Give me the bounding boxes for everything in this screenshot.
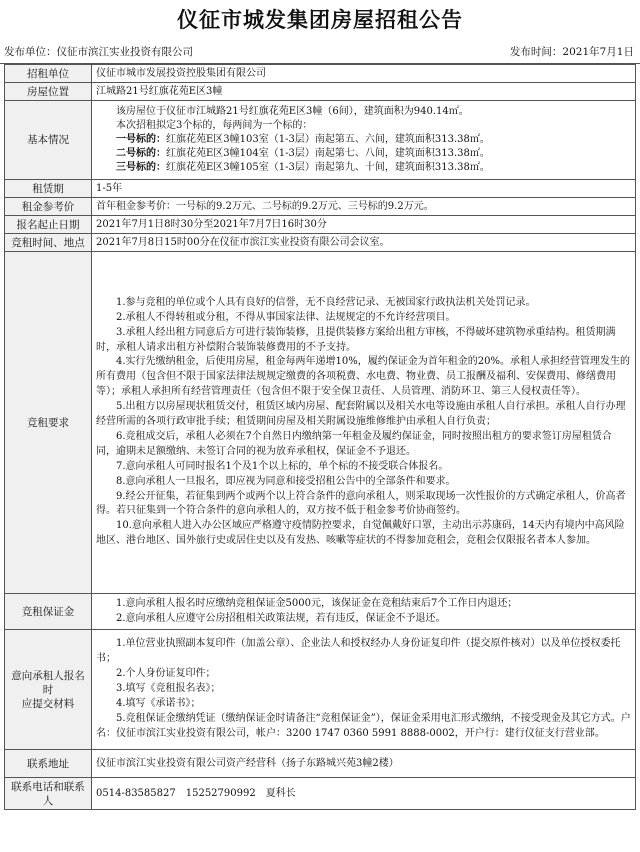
material-item: 1.单位营业执照副本复印件（加盖公章）、企业法人和授权经办人身份证复印件（提交原件核对）以及单位授权委托书； <box>96 638 621 665</box>
table-row <box>5 216 636 234</box>
basic-intro: 本次招租拟定3个标的，每两间为一个标的： <box>116 120 313 131</box>
requirement-item: 5.出租方以房屋现状租赁交付，租赁区域内房屋、配套附属以及相关水电等设施由承租人自行承担。承租人自行办理经营所需的各项行政审批手续；租赁期间房屋及相关附属设施维修维护由承租人自行负责； <box>96 401 626 428</box>
lot-tag: 三号标的： <box>116 162 166 173</box>
requirement-item: 8.意向承租人一旦报名，即应视为同意和接受招租公告中的全部条件和要求。 <box>116 475 456 487</box>
row-value: 2021年7月8日15时00分在仪征市滨江实业投资有限公司会议室。 <box>92 234 636 252</box>
deposit-item: 1.意向承租人报名时应缴纳竞租保证金5000元，该保证金在竞租结束后7个工作日内退还； <box>116 597 518 609</box>
row-value: 仪征市城市发展投资控股集团有限公司 <box>92 65 636 83</box>
material-item: 2.个人身份证复印件； <box>116 668 216 680</box>
table-row <box>5 65 636 83</box>
row-label: 房屋位置 <box>5 83 92 101</box>
lot-text: 红旗花苑E区3幢104室（1-3层）南起第七、八间，建筑面积313.38㎡。 <box>166 148 490 159</box>
lot-line <box>96 133 631 147</box>
row-value <box>92 594 636 630</box>
lot-text: 红旗花苑E区3幢105室（1-3层）南起第九、十间，建筑面积313.38㎡。 <box>166 162 490 173</box>
lot-line <box>96 147 631 161</box>
row-value <box>92 252 636 594</box>
publish-date: 发布时间：2021年7月1日 <box>509 46 634 58</box>
lot-line <box>96 161 631 175</box>
table-row <box>5 198 636 216</box>
basic-intro: 该房屋位于仪征市江城路21号红旗花苑E区3幢（6间），建筑面积为940.14㎡。 <box>116 106 469 117</box>
requirement-item: 1.参与竞租的单位或个人具有良好的信誉，无不良经营记录、无被国家行政执法机关处罚记录。 <box>116 296 536 308</box>
row-label: 基本情况 <box>5 101 92 180</box>
requirement-item: 2.承租人不得转租或分租，不得从事国家法律、法规规定的不允许经营项目。 <box>116 311 456 323</box>
material-item: 5.竞租保证金缴纳凭证（缴纳保证金时请备注“竞租保证金”），保证金采用电汇形式缴纳，不接受现金及其它方式。户名：仪征市滨江实业投资有限公司，帐户：3200 1747 0360 5991 8888-0002，开户行：建行仪征支行营业部。 <box>96 712 631 739</box>
requirement-item: 6.竞租成交后，承租人必须在7个自然日内缴纳第一年租金及履约保证金，同时按照出租方的要求签订房屋租赁合同，逾期未足额缴纳、未签订合同的视为放弃承租权，保证金不予退还。 <box>96 430 612 457</box>
table-row <box>5 101 636 180</box>
row-label <box>5 630 92 750</box>
row-value <box>92 101 636 180</box>
table-row <box>5 234 636 252</box>
label-line: 时 <box>42 683 54 696</box>
material-item: 4.填写《承诺书》； <box>116 697 201 709</box>
row-value: 江城路21号红旗花苑E区3幢 <box>92 83 636 101</box>
row-label: 竞租保证金 <box>5 594 92 630</box>
row-value <box>92 630 636 750</box>
row-value: 1-5年 <box>92 180 636 198</box>
row-label: 竞租时间、地点 <box>5 234 92 252</box>
requirement-item: 3.承租人经出租方同意后方可进行装饰装修，且提供装修方案给出租方审核，不得破坏建筑物承重结构。租赁期满时，承租人请求出租方补偿附合装饰装修费用的不予支持。 <box>96 326 616 353</box>
lot-tag: 一号标的： <box>116 134 166 145</box>
label-line: 意向承租人报名 <box>11 669 85 682</box>
table-row <box>5 83 636 101</box>
requirement-item: 10.意向承租人进入办公区域应严格遵守疫情防控要求，自觉佩戴好口罩，主动出示苏康码，14天内有境内中高风险地区、港台地区、国外旅行史或居住史以及有发热、咳嗽等症状的不得参加竞租会，竞租会仅限报名者本人参加。 <box>96 520 625 547</box>
publisher: 发布单位：仪征市滨江实业投资有限公司 <box>4 46 193 58</box>
row-label: 联系地址 <box>5 750 92 778</box>
row-label: 报名起止日期 <box>5 216 92 234</box>
material-item: 3.填写《竞租报名表》； <box>116 683 221 695</box>
page-title: 仪征市城发集团房屋招租公告 <box>177 7 463 32</box>
meta-bar <box>0 40 640 64</box>
row-value: 0514-83585827 15252790992 夏科长 <box>92 778 636 810</box>
notice-table <box>4 64 636 810</box>
table-row <box>5 252 636 594</box>
requirement-item: 4.实行先缴纳租金，后使用房屋，租金每两年递增10%，履约保证金为首年租金的20%。承租人承担经营管理发生的所有费用（包含但不限于国家法律法规规定缴费的各项税费、水电费、物业费、员工报酬及福利、安保费用、修缮费用等）；承租人承担所有经营管理责任（包含但不限于安全保卫责任、人员管理、消防环卫、第三人侵权责任等）。 <box>96 356 630 398</box>
row-label: 租赁期 <box>5 180 92 198</box>
row-value: 仪征市滨江实业投资有限公司资产经营科（扬子东路城兴苑3幢2楼） <box>92 750 636 778</box>
table-row <box>5 750 636 778</box>
row-label: 联系电话和联系人 <box>5 778 92 810</box>
table-row <box>5 180 636 198</box>
table-row <box>5 594 636 630</box>
deposit-item: 2.意向承租人应遵守公房招租相关政策法规，若有违反，保证金不予退还。 <box>116 612 446 624</box>
lot-tag: 二号标的： <box>116 148 166 159</box>
row-label: 招租单位 <box>5 65 92 83</box>
row-value: 首年租金参考价：一号标的9.2万元、二号标的9.2万元、三号标的9.2万元。 <box>92 198 636 216</box>
row-label: 竞租要求 <box>5 252 92 594</box>
requirement-item: 9.经公开征集，若征集到两个或两个以上符合条件的意向承租人，则采取现场一次性报价的方式确定承租人，价高者得。若只征集到一个符合条件的意向承租人的，双方按不低于租金参考价协商签约。 <box>96 490 626 517</box>
table-row <box>5 778 636 810</box>
table-row <box>5 630 636 750</box>
label-line: 应提交材料 <box>21 697 75 710</box>
lot-text: 红旗花苑E区3幢103室（1-3层）南起第五、六间，建筑面积313.38㎡。 <box>166 134 490 145</box>
row-label: 租金参考价 <box>5 198 92 216</box>
requirement-item: 7.意向承租人可同时报名1个及1个以上标的，单个标的不接受联合体报名。 <box>116 460 449 472</box>
row-value: 2021年7月1日8时30分至2021年7月7日16时30分 <box>92 216 636 234</box>
